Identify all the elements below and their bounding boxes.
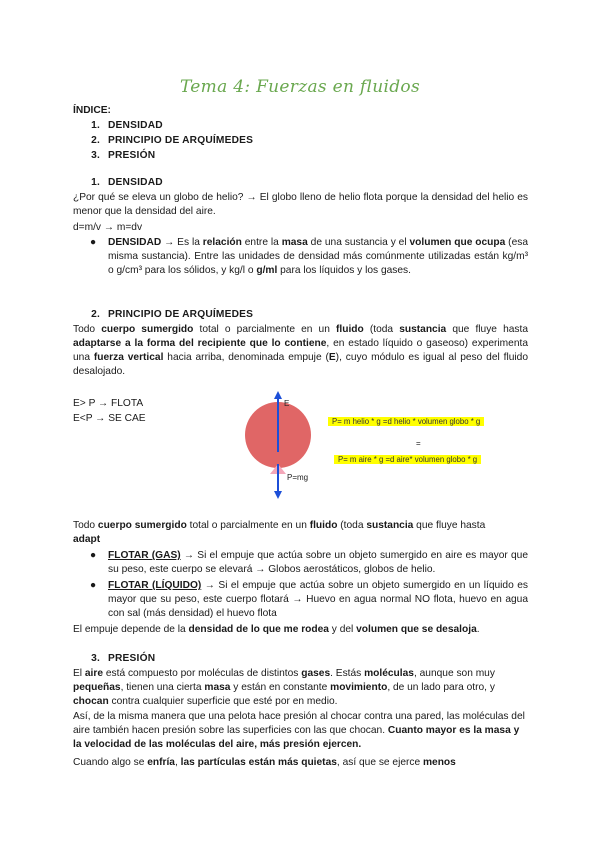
flotar-gas-item: FLOTAR (GAS) → Si el empuje que actúa sobre un objeto sumergido en aire es mayor que su peso, este cuerpo se elevará → Globos aerostáticos, globos de helio. [108, 550, 528, 576]
bullet-icon: ● [90, 550, 97, 561]
index-item-3: 3. PRESIÓN [91, 150, 156, 161]
presion-paragraph-2: Así, de la misma manera que una pelota hace presión al chocar contra una pared, las moléculas del aire también hacen presión sobre las superficies con las que chocan. Cuanto mayor es la masa y la velocidad de las moléculas del aire, más presión ejercen. [73, 711, 525, 751]
buoyancy-arrowhead [274, 391, 282, 399]
section-heading-densidad: 1. DENSIDAD [91, 177, 163, 188]
condition-flota: E> P → FLOTA [73, 398, 144, 409]
bullet-icon: ● [90, 580, 97, 591]
label-P: P=mg [287, 473, 309, 482]
index-item-1: 1. DENSIDAD [91, 120, 163, 131]
section-heading-presion: 3. PRESIÓN [91, 653, 156, 664]
empuje-dependency: El empuje depende de la densidad de lo que me rodea y del volumen que se desaloja. [73, 624, 480, 635]
condition-se-cae: E<P → SE CAE [73, 413, 146, 424]
weight-arrowhead [274, 491, 282, 499]
weight-helio-box: P= m helio * g =d helio * volumen globo * g [328, 417, 484, 426]
flotar-liquido-item: FLOTAR (LÍQUIDO) → Si el empuje que actúa sobre un objeto sumergido en un líquido es mayor que su peso, este cuerpo flotará → Huevo en agua normal NO flota, huevo en agua con sal (más densidad) el huevo flota [108, 580, 528, 620]
index-item-2: 2. PRINCIPIO DE ARQUÍMEDES [91, 135, 254, 146]
arquimedes-principle-repeat: Todo cuerpo sumergido total o parcialmente en un fluido (toda sustancia que fluye hasta adapt [73, 520, 486, 546]
equals-sign: = [416, 439, 421, 448]
page-title: Tema 4: Fuerzas en fluidos [179, 77, 420, 97]
weight-aire-box: P= m aire * g =d aire* volumen globo * g [334, 455, 481, 464]
bullet-icon: ● [90, 237, 97, 248]
section-heading-arquimedes: 2. PRINCIPIO DE ARQUÍMEDES [91, 309, 254, 320]
index-label: ÍNDICE: [73, 105, 111, 116]
presion-paragraph-3: Cuando algo se enfría, las partículas están más quietas, así que se ejerce menos [73, 757, 456, 768]
arquimedes-principle: Todo cuerpo sumergido total o parcialmente en un fluido (toda sustancia que fluye hasta adaptarse a la forma del recipiente que lo contiene, en estado líquido o gaseoso) experimenta una fuerza vertical hacia arriba, denominada empuje (E), cuyo módulo es igual al peso del fluido desalojado. [73, 324, 529, 378]
buoyancy-diagram [240, 390, 330, 500]
label-E: E [284, 399, 290, 408]
presion-paragraph-1: El aire está compuesto por moléculas de distintos gases. Estás moléculas, aunque son muy pequeñas, tienen una cierta masa y están en constante movimiento, de un lado para otro, y chocan contra cualquier superficie que esté por en medio. [73, 668, 495, 708]
densidad-question: ¿Por qué se eleva un globo de helio? → El globo lleno de helio flota porque la densidad del helio es menor que la densidad del aire. [73, 192, 528, 218]
densidad-definition: DENSIDAD → Es la relación entre la masa de una sustancia y el volumen que ocupa (esa misma sustancia). Entre las unidades de densidad más comúnmente utilizadas están kg/m³ o g/cm³ para los sólidos, y kg/l o g/ml para los líquidos y los gases. [108, 237, 528, 277]
densidad-formula: d=m/v → m=dv [73, 222, 143, 233]
